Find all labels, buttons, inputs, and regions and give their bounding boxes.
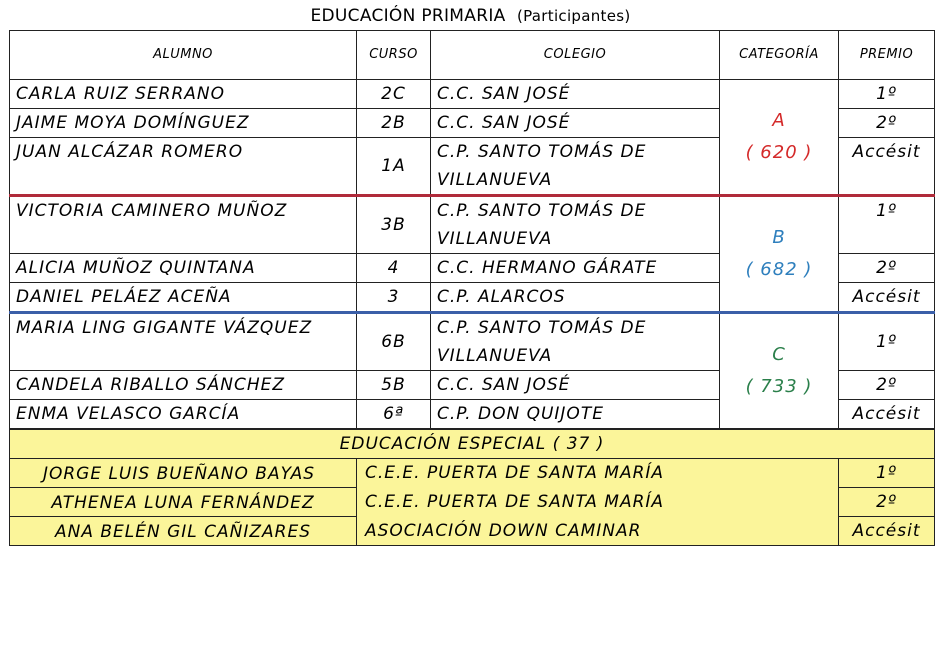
colegio-cell: C.C. SAN JOSÉ xyxy=(431,371,720,400)
colegio-cell: C.P. SANTO TOMÁS DE VILLANUEVA xyxy=(431,196,720,254)
colegio-cell: C.P. SANTO TOMÁS DE VILLANUEVA xyxy=(431,313,720,371)
curso-cell: 3B xyxy=(357,196,431,254)
colegio-cell: C.P. ALARCOS xyxy=(431,283,720,313)
category-c-cell xyxy=(720,313,839,430)
especial-title-row xyxy=(10,429,935,459)
premio-cell: 1º xyxy=(839,313,935,371)
colegio-cell: C.C. SAN JOSÉ xyxy=(431,109,720,138)
colegio-cell: C.E.E. PUERTA DE SANTA MARÍA xyxy=(357,488,839,517)
header-premio: PREMIO xyxy=(839,31,935,80)
curso-cell: 3 xyxy=(357,283,431,313)
curso-cell: 5B xyxy=(357,371,431,400)
curso-cell: 6ª xyxy=(357,400,431,430)
curso-cell: 2C xyxy=(357,80,431,109)
curso-cell: 1A xyxy=(357,138,431,196)
premio-cell: 1º xyxy=(839,80,935,109)
category-letter: C xyxy=(772,344,786,365)
premio-cell: 2º xyxy=(839,488,935,517)
table-row xyxy=(10,80,935,109)
alumno-cell: DANIEL PELÁEZ ACEÑA xyxy=(10,283,357,313)
curso-cell: 4 xyxy=(357,254,431,283)
premio-cell: Accésit xyxy=(839,138,935,196)
category-letter: B xyxy=(772,227,786,248)
premio-cell: 2º xyxy=(839,109,935,138)
category-count: ( 682 ) xyxy=(745,259,813,280)
alumno-cell: JUAN ALCÁZAR ROMERO xyxy=(10,138,357,196)
category-b-cell xyxy=(720,196,839,313)
alumno-cell: ENMA VELASCO GARCÍA xyxy=(10,400,357,430)
alumno-cell: VICTORIA CAMINERO MUÑOZ xyxy=(10,196,357,254)
header-colegio: COLEGIO xyxy=(431,31,720,80)
table-row xyxy=(10,313,935,371)
title-main: EDUCACIÓN PRIMARIA xyxy=(310,6,506,26)
colegio-cell: C.C. SAN JOSÉ xyxy=(431,80,720,109)
colegio-cell: C.E.E. PUERTA DE SANTA MARÍA xyxy=(357,459,839,488)
colegio-cell: C.P. DON QUIJOTE xyxy=(431,400,720,430)
category-count: ( 733 ) xyxy=(745,376,813,397)
alumno-cell: ANA BELÉN GIL CAÑIZARES xyxy=(10,517,357,546)
alumno-cell: CARLA RUIZ SERRANO xyxy=(10,80,357,109)
category-letter: A xyxy=(772,110,786,131)
premio-cell: 2º xyxy=(839,371,935,400)
colegio-cell: C.P. SANTO TOMÁS DE VILLANUEVA xyxy=(431,138,720,196)
participants-table xyxy=(9,30,935,546)
title-sub: (Participantes) xyxy=(516,7,631,25)
alumno-cell: CANDELA RIBALLO SÁNCHEZ xyxy=(10,371,357,400)
page-title xyxy=(0,6,941,26)
premio-cell: Accésit xyxy=(839,283,935,313)
colegio-cell: C.C. HERMANO GÁRATE xyxy=(431,254,720,283)
premio-cell: 1º xyxy=(839,459,935,488)
header-categoria: CATEGORÍA xyxy=(720,31,839,80)
table-row xyxy=(10,517,935,546)
alumno-cell: ALICIA MUÑOZ QUINTANA xyxy=(10,254,357,283)
premio-cell: 1º xyxy=(839,196,935,254)
header-alumno: ALUMNO xyxy=(10,31,357,80)
header-curso: CURSO xyxy=(357,31,431,80)
alumno-cell: MARIA LING GIGANTE VÁZQUEZ xyxy=(10,313,357,371)
especial-title: EDUCACIÓN ESPECIAL ( 37 ) xyxy=(10,429,935,459)
category-a-cell xyxy=(720,80,839,196)
premio-cell: Accésit xyxy=(839,517,935,546)
alumno-cell: ATHENEA LUNA FERNÁNDEZ xyxy=(10,488,357,517)
table-row xyxy=(10,488,935,517)
curso-cell: 2B xyxy=(357,109,431,138)
category-count: ( 620 ) xyxy=(745,142,813,163)
curso-cell: 6B xyxy=(357,313,431,371)
colegio-cell: ASOCIACIÓN DOWN CAMINAR xyxy=(357,517,839,546)
header-row xyxy=(10,31,935,80)
alumno-cell: JORGE LUIS BUEÑANO BAYAS xyxy=(10,459,357,488)
table-row xyxy=(10,459,935,488)
alumno-cell: JAIME MOYA DOMÍNGUEZ xyxy=(10,109,357,138)
premio-cell: Accésit xyxy=(839,400,935,430)
table-row xyxy=(10,196,935,254)
premio-cell: 2º xyxy=(839,254,935,283)
